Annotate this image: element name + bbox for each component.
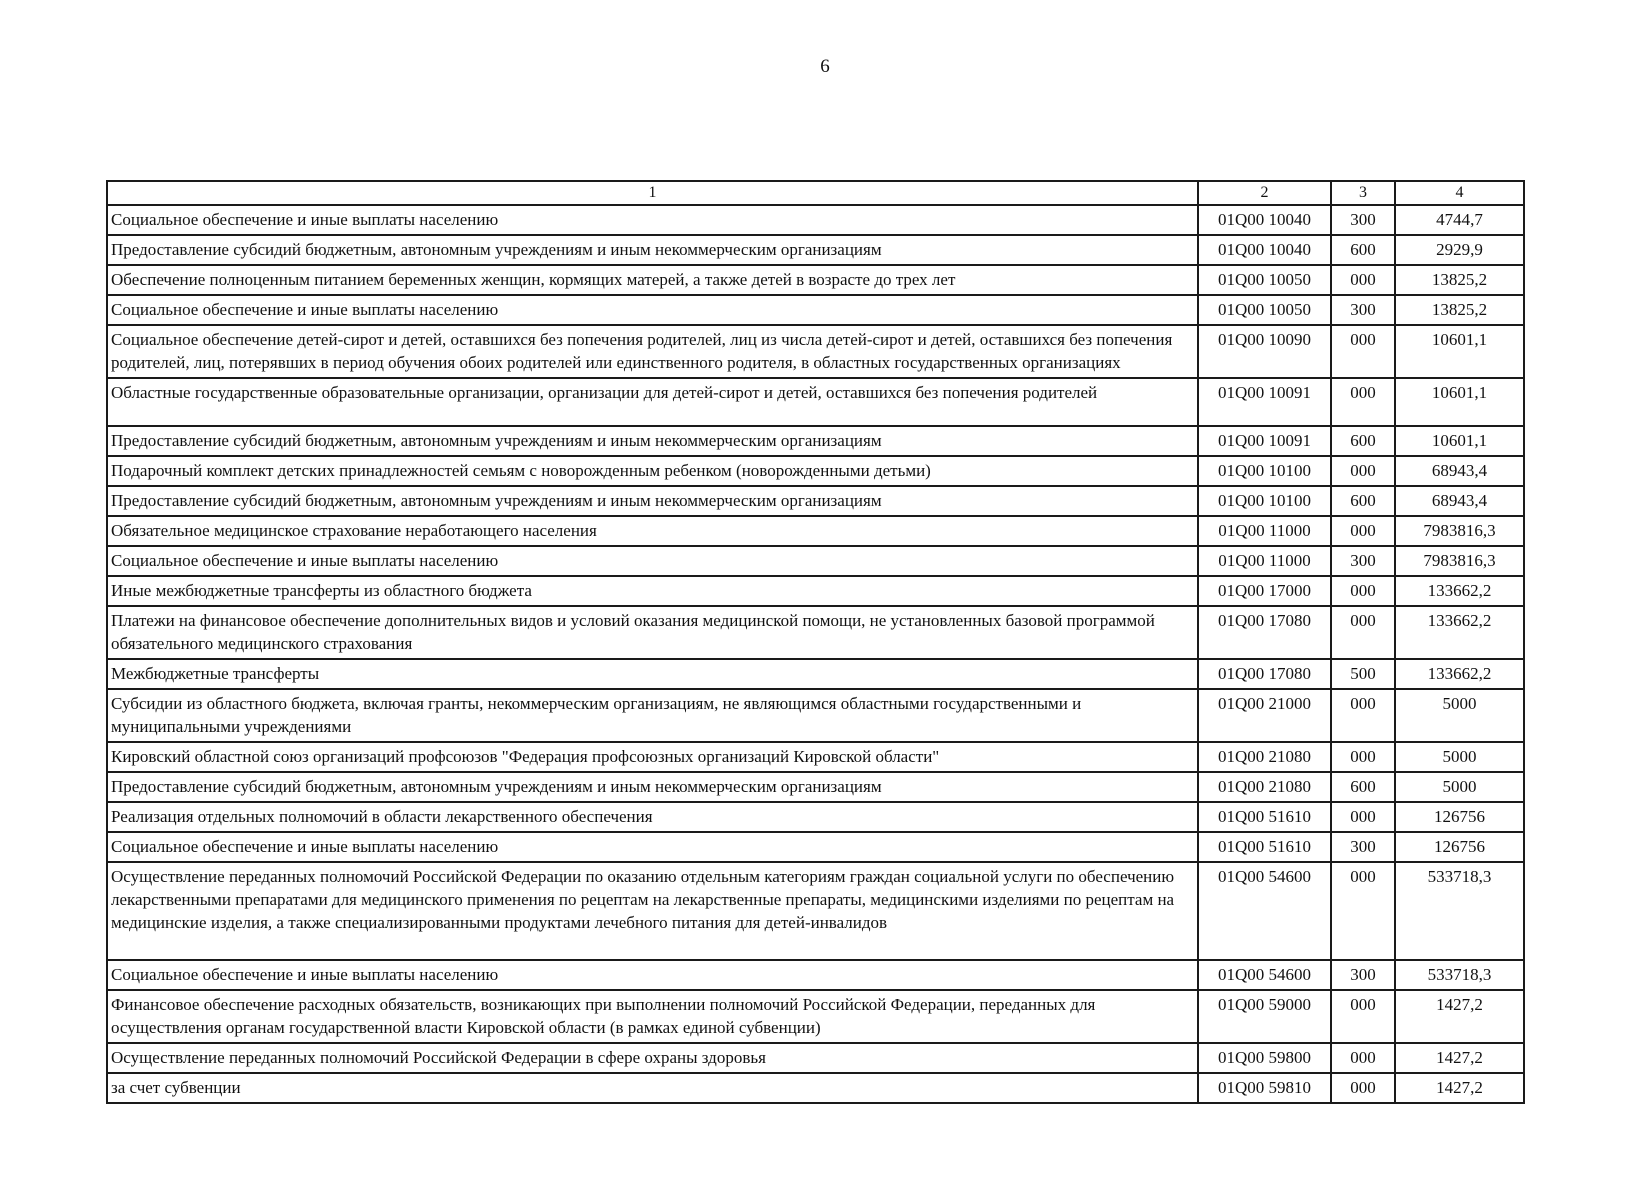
row-amount: 4744,7 <box>1395 205 1524 235</box>
row-name: Подарочный комплект детских принадлежностей семьям с новорожденным ребенком (новорожденными детьми) <box>107 456 1198 486</box>
row-name: Предоставление субсидий бюджетным, автономным учреждениям и иным некоммерческим организациям <box>107 426 1198 456</box>
column-header-name: 1 <box>107 181 1198 205</box>
row-amount: 126756 <box>1395 802 1524 832</box>
table-row <box>107 265 1524 295</box>
table-row <box>107 990 1524 1043</box>
row-kind: 600 <box>1331 426 1395 456</box>
table-body <box>107 205 1524 1103</box>
table-row <box>107 659 1524 689</box>
table-row <box>107 689 1524 742</box>
table-row <box>107 606 1524 659</box>
row-name: Социальное обеспечение и иные выплаты населению <box>107 832 1198 862</box>
row-kind: 600 <box>1331 486 1395 516</box>
row-name: Кировский областной союз организаций профсоюзов "Федерация профсоюзных организаций Кировской области" <box>107 742 1198 772</box>
row-code: 01Q00 21080 <box>1198 772 1331 802</box>
table-row <box>107 742 1524 772</box>
row-code: 01Q00 17080 <box>1198 659 1331 689</box>
row-code: 01Q00 10091 <box>1198 426 1331 456</box>
row-kind: 000 <box>1331 742 1395 772</box>
row-code: 01Q00 17000 <box>1198 576 1331 606</box>
row-kind: 000 <box>1331 606 1395 659</box>
row-name: Предоставление субсидий бюджетным, автономным учреждениям и иным некоммерческим организациям <box>107 486 1198 516</box>
row-name: Субсидии из областного бюджета, включая гранты, некоммерческим организациям, не являющимся областными государственными и муниципальными учреждениями <box>107 689 1198 742</box>
row-code: 01Q00 10040 <box>1198 235 1331 265</box>
table-row <box>107 378 1524 426</box>
row-kind: 300 <box>1331 295 1395 325</box>
row-code: 01Q00 10100 <box>1198 486 1331 516</box>
row-kind: 000 <box>1331 576 1395 606</box>
row-kind: 000 <box>1331 516 1395 546</box>
row-amount: 10601,1 <box>1395 426 1524 456</box>
table-row <box>107 772 1524 802</box>
row-code: 01Q00 10091 <box>1198 378 1331 426</box>
row-name: Обязательное медицинское страхование неработающего населения <box>107 516 1198 546</box>
table-row <box>107 456 1524 486</box>
table-row <box>107 802 1524 832</box>
table-row <box>107 832 1524 862</box>
row-name: Осуществление переданных полномочий Российской Федерации в сфере охраны здоровья <box>107 1043 1198 1073</box>
row-kind: 500 <box>1331 659 1395 689</box>
row-kind: 000 <box>1331 862 1395 960</box>
row-code: 01Q00 11000 <box>1198 546 1331 576</box>
table-row <box>107 486 1524 516</box>
row-name: Обеспечение полноценным питанием беременных женщин, кормящих матерей, а также детей в возрасте до трех лет <box>107 265 1198 295</box>
row-code: 01Q00 10040 <box>1198 205 1331 235</box>
row-kind: 600 <box>1331 235 1395 265</box>
row-name: Социальное обеспечение детей-сирот и детей, оставшихся без попечения родителей, лиц из числа детей-сирот и детей, оставшихся без попечения родителей, лиц, потерявших в период обучения обоих родителей или единственного родителя, в областных государственных организациях <box>107 325 1198 378</box>
table-row <box>107 295 1524 325</box>
row-name: Финансовое обеспечение расходных обязательств, возникающих при выполнении полномочий Российской Федерации, переданных для осуществления органам государственной власти Кировской области (в рамках единой субвенции) <box>107 990 1198 1043</box>
row-code: 01Q00 10090 <box>1198 325 1331 378</box>
row-code: 01Q00 54600 <box>1198 960 1331 990</box>
row-name: Предоставление субсидий бюджетным, автономным учреждениям и иным некоммерческим организациям <box>107 772 1198 802</box>
row-code: 01Q00 59000 <box>1198 990 1331 1043</box>
row-name: Социальное обеспечение и иные выплаты населению <box>107 960 1198 990</box>
row-name: за счет субвенции <box>107 1073 1198 1103</box>
column-header-amount: 4 <box>1395 181 1524 205</box>
row-kind: 300 <box>1331 205 1395 235</box>
row-kind: 300 <box>1331 546 1395 576</box>
table-row <box>107 235 1524 265</box>
page-number: 6 <box>820 56 830 77</box>
row-code: 01Q00 54600 <box>1198 862 1331 960</box>
row-code: 01Q00 10050 <box>1198 265 1331 295</box>
table-row <box>107 516 1524 546</box>
row-amount: 1427,2 <box>1395 1043 1524 1073</box>
row-name: Реализация отдельных полномочий в области лекарственного обеспечения <box>107 802 1198 832</box>
row-name: Предоставление субсидий бюджетным, автономным учреждениям и иным некоммерческим организациям <box>107 235 1198 265</box>
row-name: Осуществление переданных полномочий Российской Федерации по оказанию отдельным категориям граждан социальной услуги по обеспечению лекарственными препаратами для медицинского применения по рецептам на лекарственные препараты, медицинскими изделиями по рецептам на медицинские изделия, а также специализированными продуктами лечебного питания для детей-инвалидов <box>107 862 1198 960</box>
row-kind: 000 <box>1331 325 1395 378</box>
row-kind: 000 <box>1331 689 1395 742</box>
row-code: 01Q00 59800 <box>1198 1043 1331 1073</box>
row-kind: 000 <box>1331 265 1395 295</box>
row-amount: 5000 <box>1395 742 1524 772</box>
row-name: Межбюджетные трансферты <box>107 659 1198 689</box>
row-amount: 1427,2 <box>1395 990 1524 1043</box>
row-name: Областные государственные образовательные организации, организации для детей-сирот и детей, оставшихся без попечения родителей <box>107 378 1198 426</box>
row-kind: 000 <box>1331 378 1395 426</box>
row-kind: 000 <box>1331 802 1395 832</box>
column-header-kind: 3 <box>1331 181 1395 205</box>
row-amount: 10601,1 <box>1395 325 1524 378</box>
row-kind: 000 <box>1331 990 1395 1043</box>
row-amount: 2929,9 <box>1395 235 1524 265</box>
row-code: 01Q00 10050 <box>1198 295 1331 325</box>
row-kind: 000 <box>1331 456 1395 486</box>
row-name: Платежи на финансовое обеспечение дополнительных видов и условий оказания медицинской помощи, не установленных базовой программой обязательного медицинского страхования <box>107 606 1198 659</box>
row-name: Социальное обеспечение и иные выплаты населению <box>107 205 1198 235</box>
table-row <box>107 205 1524 235</box>
row-amount: 10601,1 <box>1395 378 1524 426</box>
row-code: 01Q00 11000 <box>1198 516 1331 546</box>
table-row <box>107 960 1524 990</box>
row-code: 01Q00 10100 <box>1198 456 1331 486</box>
row-amount: 5000 <box>1395 772 1524 802</box>
row-amount: 68943,4 <box>1395 456 1524 486</box>
row-amount: 133662,2 <box>1395 576 1524 606</box>
table-row <box>107 576 1524 606</box>
row-amount: 1427,2 <box>1395 1073 1524 1103</box>
table-row <box>107 426 1524 456</box>
row-code: 01Q00 51610 <box>1198 832 1331 862</box>
row-amount: 126756 <box>1395 832 1524 862</box>
row-name: Социальное обеспечение и иные выплаты населению <box>107 295 1198 325</box>
table-row <box>107 1073 1524 1103</box>
row-code: 01Q00 21080 <box>1198 742 1331 772</box>
table-row <box>107 546 1524 576</box>
row-amount: 133662,2 <box>1395 606 1524 659</box>
column-header-code: 2 <box>1198 181 1331 205</box>
table-header-row <box>107 181 1524 205</box>
row-code: 01Q00 21000 <box>1198 689 1331 742</box>
row-kind: 300 <box>1331 960 1395 990</box>
row-amount: 533718,3 <box>1395 862 1524 960</box>
row-kind: 000 <box>1331 1043 1395 1073</box>
row-amount: 7983816,3 <box>1395 546 1524 576</box>
row-name: Иные межбюджетные трансферты из областного бюджета <box>107 576 1198 606</box>
table-row <box>107 1043 1524 1073</box>
row-kind: 600 <box>1331 772 1395 802</box>
row-amount: 13825,2 <box>1395 265 1524 295</box>
row-amount: 68943,4 <box>1395 486 1524 516</box>
row-amount: 533718,3 <box>1395 960 1524 990</box>
row-code: 01Q00 17080 <box>1198 606 1331 659</box>
row-kind: 300 <box>1331 832 1395 862</box>
row-kind: 000 <box>1331 1073 1395 1103</box>
row-amount: 5000 <box>1395 689 1524 742</box>
budget-table <box>106 180 1525 1104</box>
row-code: 01Q00 51610 <box>1198 802 1331 832</box>
row-amount: 7983816,3 <box>1395 516 1524 546</box>
row-code: 01Q00 59810 <box>1198 1073 1331 1103</box>
row-amount: 133662,2 <box>1395 659 1524 689</box>
table-row <box>107 325 1524 378</box>
row-amount: 13825,2 <box>1395 295 1524 325</box>
table-row <box>107 862 1524 960</box>
row-name: Социальное обеспечение и иные выплаты населению <box>107 546 1198 576</box>
